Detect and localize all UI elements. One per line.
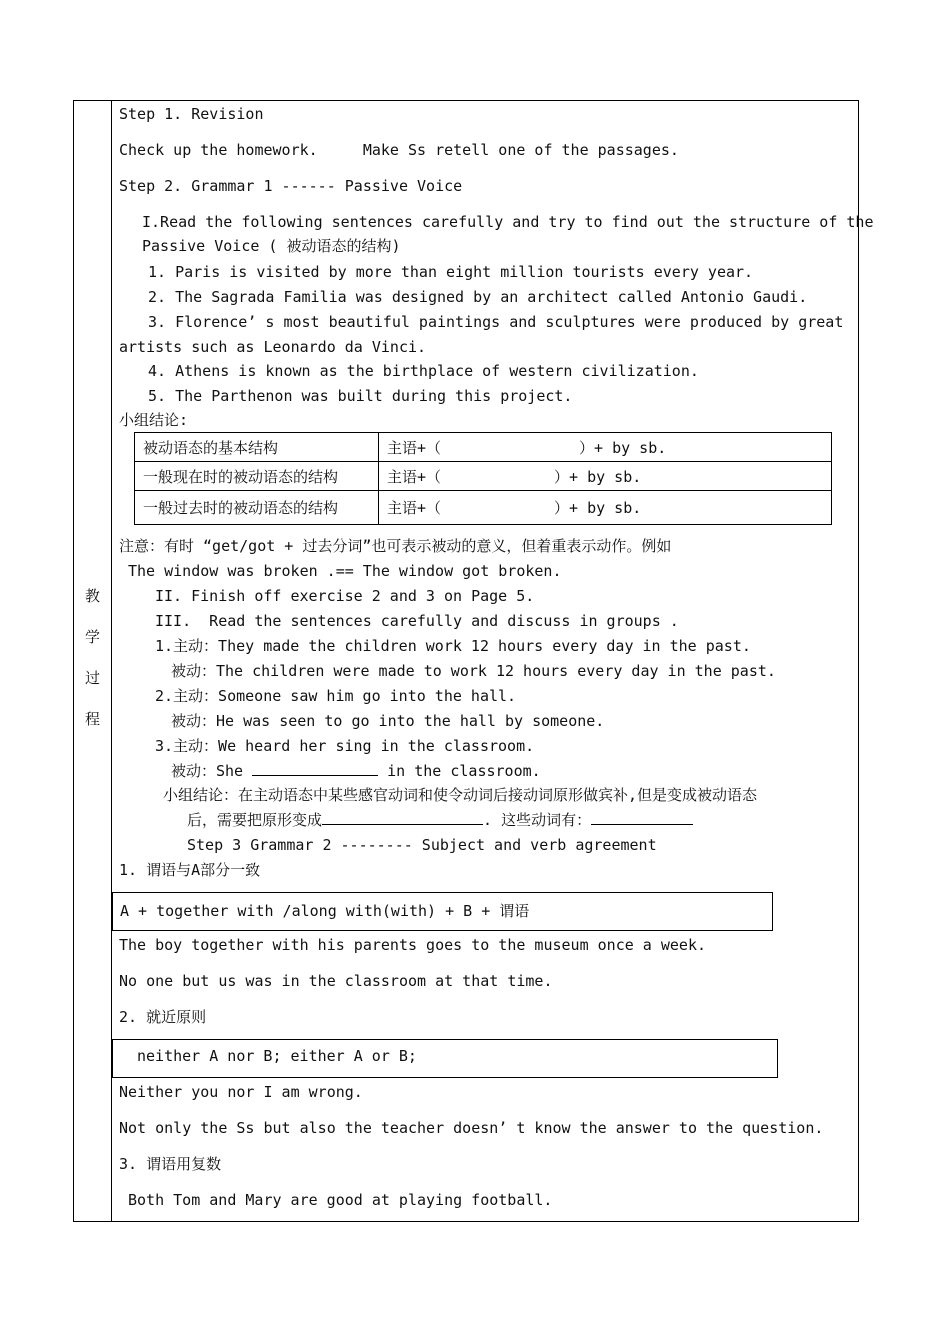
active-sentence: 1.主动：They made the children work 12 hours every day in the past. [155, 637, 751, 655]
formula-left: 主语+（ [387, 438, 442, 457]
example-sentence: 5. The Parthenon was built during this project. [148, 387, 573, 405]
group-conclusion-2-cont [187, 811, 693, 829]
structure-formula [379, 433, 832, 462]
example-sentence: 1. Paris is visited by more than eight million tourists every year. [148, 263, 754, 281]
rule2-formula: neither A nor B; either A or B; [137, 1047, 417, 1065]
part2-line: II. Finish off exercise 2 and 3 on Page 5. [155, 587, 535, 605]
example-sentence: 3. Florence’ s most beautiful paintings and sculptures were produced by great [148, 313, 844, 331]
rule1-formula: A + together with /along with(with) + B + 谓语 [120, 902, 530, 920]
answer-blank [591, 824, 693, 825]
formula-left: 主语+（ [387, 499, 442, 517]
rule2-formula-box [112, 1039, 778, 1078]
example-sentence: 2. The Sagrada Familia was designed by an architect called Antonio Gaudi. [148, 288, 808, 306]
formula-left: 主语+（ [387, 467, 442, 486]
step1-title: Step 1. Revision [119, 105, 264, 123]
example-sentence: 4. Athens is known as the birthplace of western civilization. [148, 362, 699, 380]
step2-title: Step 2. Grammar 1 ------ Passive Voice [119, 177, 463, 195]
passive-prefix: 被动：She [171, 762, 244, 780]
rule3-example: Both Tom and Mary are good at playing football. [128, 1191, 553, 1209]
part1-instruction-cont: Passive Voice ( 被动语态的结构) [142, 237, 401, 255]
rule1-title: 1. 谓语与A部分一致 [119, 861, 261, 879]
rule3-title: 3. 谓语用复数 [119, 1155, 222, 1173]
answer-blank [252, 775, 378, 776]
example-sentence-cont: artists such as Leonardo da Vinci. [119, 338, 427, 356]
step3-title: Step 3 Grammar 2 -------- Subject and verb agreement [187, 836, 657, 854]
active-sentence: 3.主动：We heard her sing in the classroom. [155, 737, 535, 755]
step1-line: Check up the homework. Make Ss retell one of the passages. [119, 141, 679, 159]
side-label-char: 教 [84, 587, 100, 605]
side-label-column [74, 101, 112, 1221]
passive-sentence: 被动：He was seen to go into the hall by someone. [171, 712, 605, 730]
formula-right: ）+ by sb. [554, 499, 642, 517]
passive-sentence-blank [171, 762, 541, 780]
side-label-char: 过 [84, 669, 100, 687]
table-row [135, 433, 832, 462]
structure-formula [379, 462, 832, 491]
structure-label: 一般现在时的被动语态的结构 [135, 462, 379, 491]
conclusion-prefix: 后，需要把原形变成 [187, 811, 323, 829]
formula-right: ）+ by sb. [579, 438, 667, 457]
lesson-plan-table [73, 100, 874, 1222]
table-row [135, 491, 832, 525]
rule1-formula-box [112, 892, 773, 931]
note-example: The window was broken .== The window got broken. [128, 562, 562, 580]
passive-structure-table [134, 432, 832, 525]
side-label-char: 程 [84, 710, 100, 728]
active-sentence: 2.主动：Someone saw him go into the hall. [155, 687, 517, 705]
structure-formula [379, 491, 832, 525]
group-conclusion-label: 小组结论: [119, 411, 189, 429]
passive-suffix: in the classroom. [387, 762, 541, 780]
note-line: 注意：有时 “get/got + 过去分词”也可表示被动的意义，但着重表示动作。例如 [119, 537, 672, 555]
group-conclusion-2: 小组结论：在主动语态中某些感官动词和使令动词后接动词原形做宾补,但是变成被动语态 [163, 786, 758, 804]
side-label-char: 学 [84, 628, 100, 646]
part1-instruction: I.Read the following sentences carefully and try to find out the structure of the [142, 213, 874, 231]
answer-blank [322, 824, 483, 825]
conclusion-mid: . 这些动词有： [483, 811, 592, 829]
rule2-example: Not only the Ss but also the teacher doesn’ t know the answer to the question. [119, 1119, 824, 1137]
structure-label: 一般过去时的被动语态的结构 [135, 491, 379, 525]
rule2-example: Neither you nor I am wrong. [119, 1083, 363, 1101]
passive-sentence: 被动：The children were made to work 12 hours every day in the past. [171, 662, 776, 680]
teaching-process-content [112, 101, 874, 1221]
rule1-example: No one but us was in the classroom at that time. [119, 972, 553, 990]
rule1-example: The boy together with his parents goes to the museum once a week. [119, 936, 706, 954]
part3-line: III. Read the sentences carefully and discuss in groups . [155, 612, 679, 630]
structure-label: 被动语态的基本结构 [135, 433, 379, 462]
formula-right: ）+ by sb. [554, 467, 642, 486]
rule2-title: 2. 就近原则 [119, 1008, 207, 1026]
table-row [135, 462, 832, 491]
